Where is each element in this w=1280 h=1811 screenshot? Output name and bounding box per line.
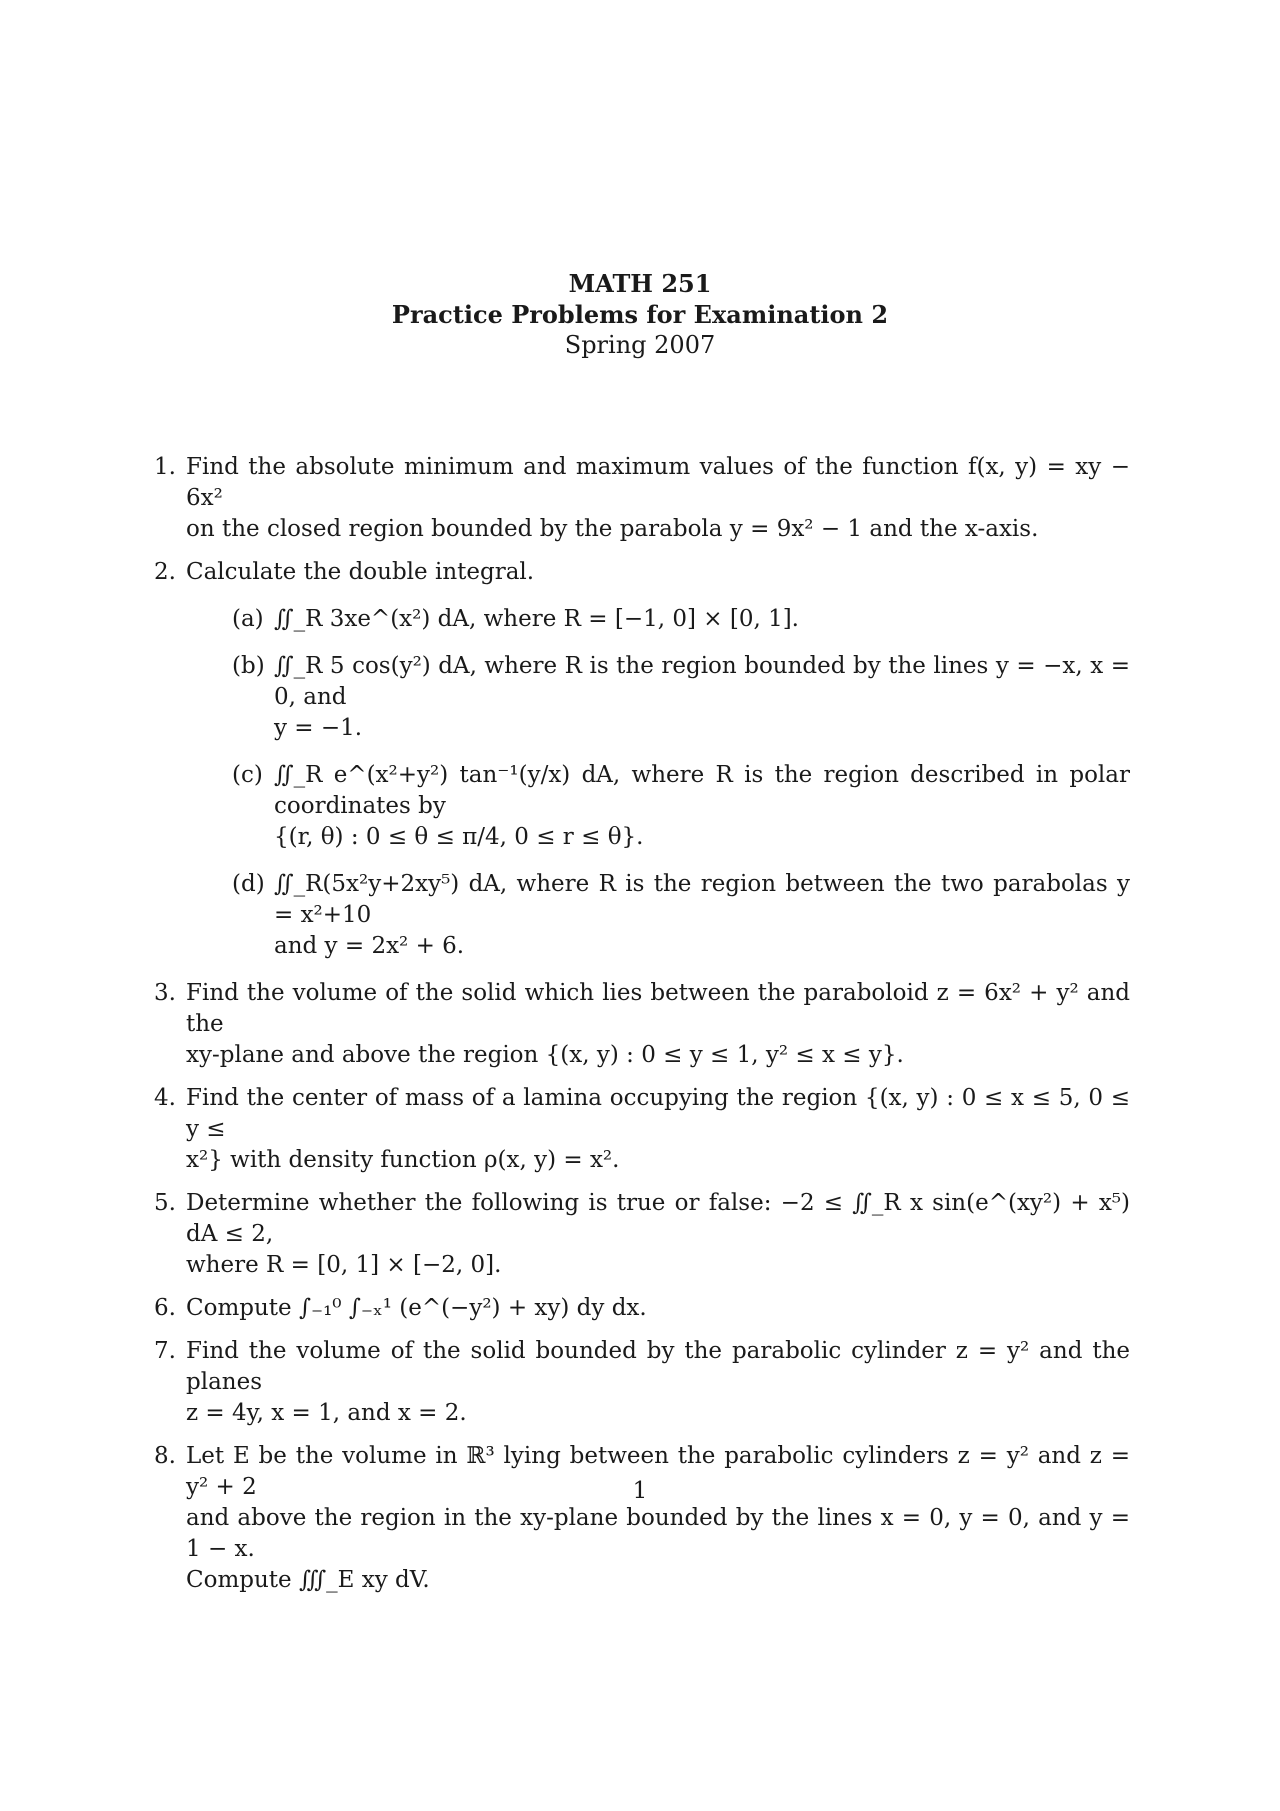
- problem-text: Find the volume of the solid bounded by the parabolic cylinder z = y² and the planes: [186, 1338, 1130, 1395]
- problem-number: 4.: [154, 1085, 176, 1111]
- problem-number: 7.: [154, 1338, 176, 1364]
- problem-item: [154, 978, 1130, 1071]
- problem-number: 6.: [154, 1295, 176, 1321]
- subpart-list: [186, 604, 1130, 962]
- problem-text: z = 4y, x = 1, and x = 2.: [186, 1400, 467, 1426]
- subpart-text: ∬_R 5 cos(y²) dA, where R is the region bounded by the lines y = −x, x = 0, and: [274, 653, 1130, 710]
- problem-text: Find the absolute minimum and maximum values of the function f(x, y) = xy − 6x²: [186, 454, 1130, 511]
- subpart-text: ∬_R 3xe^(x²) dA, where R = [−1, 0] × [0, 1].: [274, 606, 799, 632]
- problem-item: [154, 1188, 1130, 1281]
- problem-text: on the closed region bounded by the parabola y = 9x² − 1 and the x-axis.: [186, 516, 1039, 542]
- problem-number: 8.: [154, 1443, 176, 1469]
- subpart-text: ∬_R e^(x²+y²) tan⁻¹(y/x) dA, where R is the region described in polar coordinates by: [274, 762, 1130, 819]
- problem-text: xy-plane and above the region {(x, y) : 0 ≤ y ≤ 1, y² ≤ x ≤ y}.: [186, 1042, 904, 1068]
- page-number: 1: [632, 1478, 648, 1504]
- problem-text: Calculate the double integral.: [186, 559, 535, 585]
- problem-number: 3.: [154, 980, 176, 1006]
- document-header: [0, 268, 1280, 361]
- subpart-label: (c): [232, 762, 263, 788]
- subpart-text: and y = 2x² + 6.: [274, 933, 465, 959]
- problem-item: [154, 1336, 1130, 1429]
- problem-list: [154, 452, 1130, 1608]
- problem-text: Find the volume of the solid which lies between the paraboloid z = 6x² + y² and the: [186, 980, 1130, 1037]
- document-subtitle: Practice Problems for Examination 2: [391, 300, 889, 329]
- problem-text: and above the region in the xy-plane bounded by the lines x = 0, y = 0, and y = 1 − x.: [186, 1505, 1130, 1562]
- course-title: MATH 251: [568, 269, 712, 298]
- subpart-item: [186, 869, 1130, 962]
- problem-number: 5.: [154, 1190, 176, 1216]
- problem-text: x²} with density function ρ(x, y) = x².: [186, 1147, 620, 1173]
- subpart-text: {(r, θ) : 0 ≤ θ ≤ π/4, 0 ≤ r ≤ θ}.: [274, 824, 644, 850]
- problem-item: [154, 1083, 1130, 1176]
- problem-number: 2.: [154, 559, 176, 585]
- subpart-text: ∬_R(5x²y+2xy⁵) dA, where R is the region between the two parabolas y = x²+10: [274, 871, 1130, 928]
- problem-item: [154, 1293, 1130, 1324]
- problem-item: [154, 557, 1130, 962]
- problem-text: Let E be the volume in ℝ³ lying between the parabolic cylinders z = y² and z = y² + 2: [186, 1443, 1130, 1500]
- subpart-item: [186, 604, 1130, 635]
- problem-item: [154, 1441, 1130, 1596]
- subpart-text: y = −1.: [274, 715, 363, 741]
- problem-text: Determine whether the following is true or false: −2 ≤ ∬_R x sin(e^(xy²) + x⁵) dA ≤ 2,: [186, 1190, 1130, 1247]
- subpart-label: (d): [232, 871, 265, 897]
- subpart-label: (b): [232, 653, 265, 679]
- problem-text: Compute ∫₋₁⁰ ∫₋ₓ¹ (e^(−y²) + xy) dy dx.: [186, 1295, 647, 1321]
- problem-text: Compute ∭_E xy dV.: [186, 1567, 430, 1593]
- problem-text: where R = [0, 1] × [−2, 0].: [186, 1252, 502, 1278]
- problem-text: Find the center of mass of a lamina occupying the region {(x, y) : 0 ≤ x ≤ 5, 0 ≤ y ≤: [186, 1085, 1130, 1142]
- subpart-label: (a): [232, 606, 264, 632]
- subpart-item: [186, 651, 1130, 744]
- problem-number: 1.: [154, 454, 176, 480]
- problem-item: [154, 452, 1130, 545]
- subpart-item: [186, 760, 1130, 853]
- term-label: Spring 2007: [564, 331, 716, 359]
